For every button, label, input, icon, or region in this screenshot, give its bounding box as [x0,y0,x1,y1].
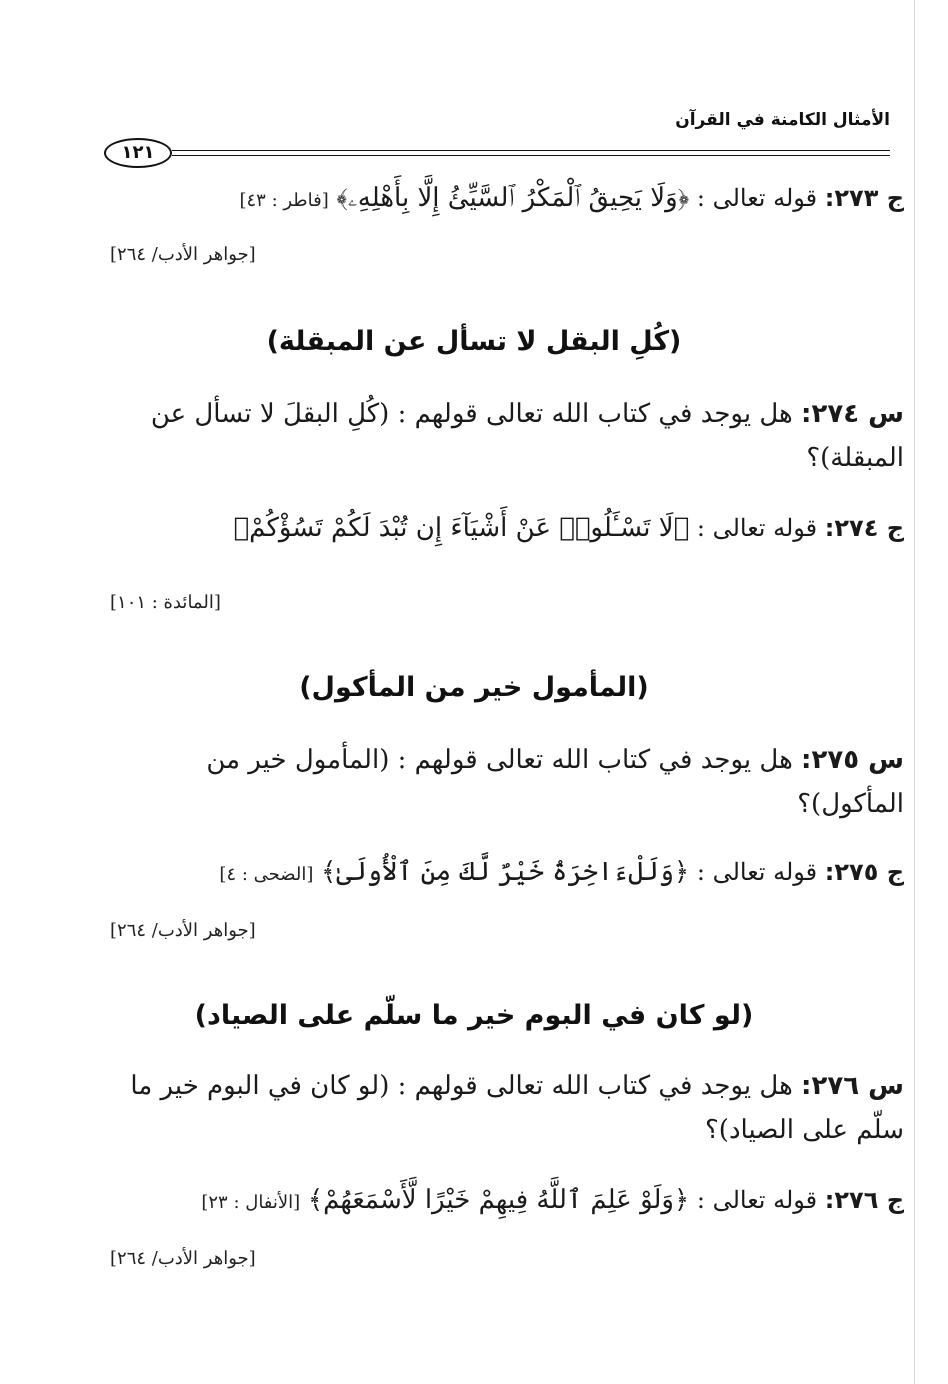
question-label: س ٢٧٦: [801,1071,904,1101]
answer-label: ج ٢٧٤: [824,514,904,542]
surah-reference: [الضحى : ٤] [219,864,314,885]
answer-intro: قوله تعالى : [696,514,818,542]
quran-verse: ﴿لَا تَسْـَٔلُوا۟ عَنْ أَشْيَآءَ إِن تُبْدَ لَكُمْ تَسُؤْكُمْ﴾ [233,513,690,543]
proverb-heading: (لو كان في البوم خير ما سلّم على الصياد) [194,1000,754,1031]
answer-intro: قوله تعالى : [696,184,818,212]
surah-reference: [فاطر : ٤٣] [239,190,329,211]
answer-intro: قوله تعالى : [696,858,818,886]
quran-verse: ﴿وَلَا يَحِيقُ ٱلْمَكْرُ ٱلسَّيِّئُ إِلَّا بِأَهْلِهِۦ﴾ [336,183,690,213]
quran-verse: ﴿وَلَلْءَاخِرَةُ خَيْرٌ لَّكَ مِنَ ٱلْأُولَىٰ﴾ [321,857,690,887]
question-label: س ٢٧٤: [801,399,904,429]
question-text: هل يوجد في كتاب الله تعالى قولهم : (المأمول خير من المأكول)؟ [206,745,904,819]
answer-intro: قوله تعالى : [696,1186,818,1214]
answer-label: ج ٢٧٣: [824,184,904,212]
running-title: الأمثال الكامنة في القرآن [675,110,890,130]
quran-verse: ﴿وَلَوْ عَلِمَ ٱللَّهُ فِيهِمْ خَيْرًا لَّأَسْمَعَهُمْ﴾ [307,1185,690,1215]
question-275 [108,738,904,826]
source-reference: [جواهر الأدب/ ٢٦٤] [110,244,256,265]
proverb-heading: (كُلِ البقل لا تسأل عن المبقلة) [266,326,682,357]
question-text: هل يوجد في كتاب الله تعالى قولهم : (كُلِ البقلَ لا تسأل عن المبقلة)؟ [150,399,904,473]
answer-275 [108,856,904,891]
question-text: هل يوجد في كتاب الله تعالى قولهم : (لو كان في البوم خير ما سلّم على الصياد)؟ [130,1071,904,1145]
header-double-rule [172,150,890,156]
answer-274 [108,512,904,544]
answer-276 [108,1184,904,1219]
answer-273 [108,182,904,217]
answer-label: ج ٢٧٥: [824,858,904,886]
question-274 [108,392,904,480]
question-276 [108,1064,904,1152]
proverb-heading: (المأمول خير من المأكول) [299,672,649,703]
source-reference: [جواهر الأدب/ ٢٦٤] [110,1248,256,1269]
source-reference: [جواهر الأدب/ ٢٦٤] [110,920,256,941]
surah-reference: [الأنفال : ٢٣] [201,1192,301,1213]
surah-reference: [المائدة : ١٠١] [110,592,221,613]
answer-label: ج ٢٧٦: [824,1186,904,1214]
question-label: س ٢٧٥: [801,745,904,775]
page-number: ١٢١ [104,138,172,168]
